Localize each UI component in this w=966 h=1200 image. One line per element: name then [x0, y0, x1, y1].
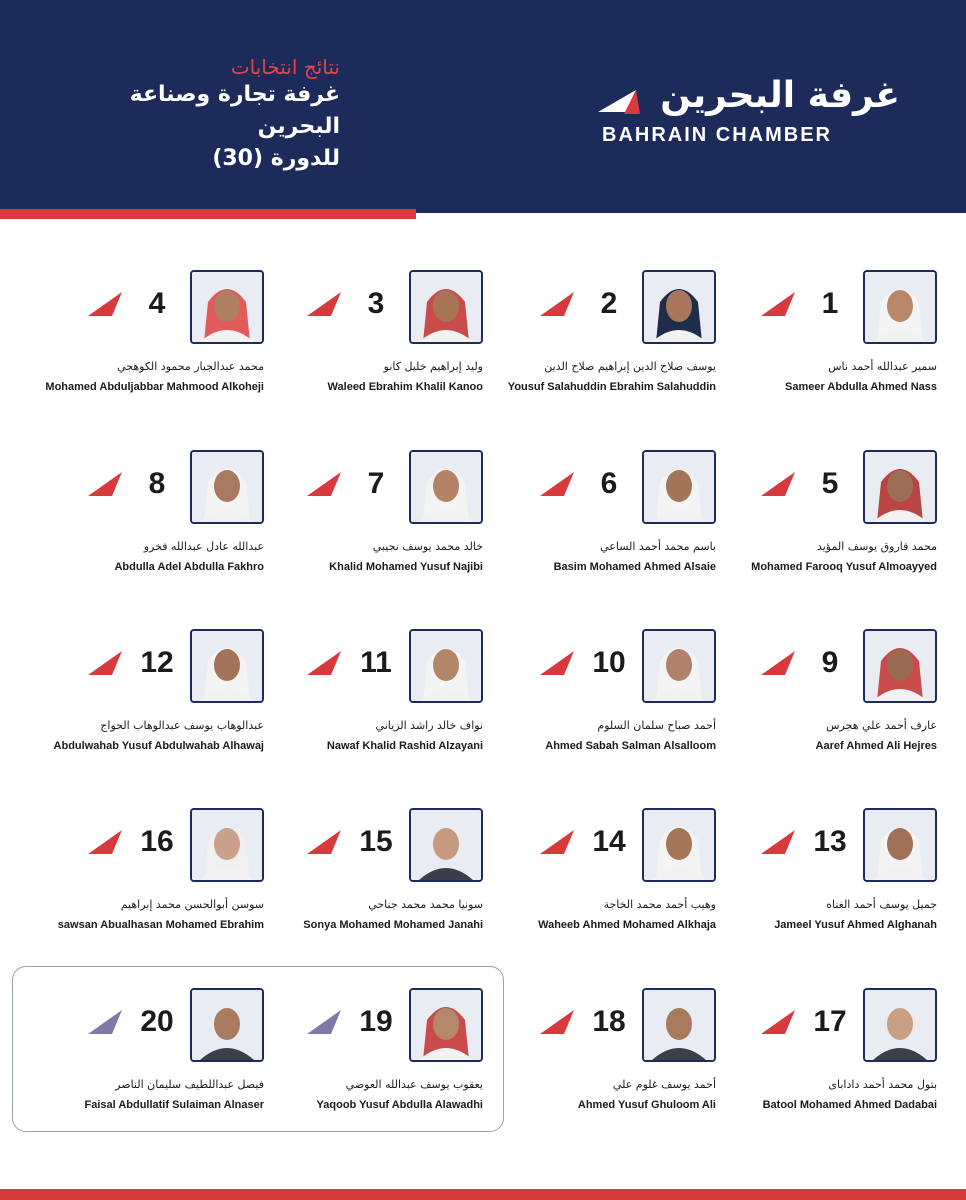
- member-name-arabic: بتول محمد أحمد دادابای: [828, 1078, 937, 1091]
- member-name-english: Waheeb Ahmed Mohamed Alkhaja: [538, 919, 716, 931]
- member-card: [253, 270, 483, 420]
- chamber-mark-icon: [307, 649, 343, 677]
- member-card: [486, 450, 716, 600]
- member-name-english: Sonya Mohamed Mohamed Janahi: [303, 919, 483, 931]
- member-name-arabic: باسم محمد أحمد الساعي: [600, 540, 716, 553]
- member-name-arabic: يوسف صلاح الدين إبراهيم صلاح الدين: [544, 360, 716, 373]
- chamber-mark-icon: [540, 828, 576, 856]
- member-photo: [863, 629, 937, 703]
- member-card: [486, 270, 716, 420]
- footer-accent-bar: [0, 1189, 966, 1200]
- member-name-arabic: سمير عبدالله أحمد ناس: [828, 360, 937, 373]
- member-number: 14: [592, 825, 626, 858]
- member-card: [34, 808, 264, 958]
- member-name-english: Ahmed Yusuf Ghuloom Ali: [577, 1099, 716, 1111]
- member-number: 20: [140, 1005, 174, 1038]
- chamber-title: غرفة تجارة وصناعة البحرين: [129, 82, 340, 139]
- chamber-mark-icon: [540, 649, 576, 677]
- member-number: 2: [600, 287, 618, 320]
- member-card: [486, 988, 716, 1138]
- member-photo: [409, 270, 483, 344]
- member-number: 17: [813, 1005, 847, 1038]
- member-card: [707, 270, 937, 420]
- member-card: [486, 629, 716, 779]
- member-card: [253, 988, 483, 1138]
- chamber-mark-icon: [540, 470, 576, 498]
- member-name-english: Batool Mohamed Ahmed Dadabai: [762, 1099, 937, 1111]
- logo-english-text: BAHRAIN CHAMBER: [602, 124, 832, 146]
- chamber-mark-icon: [761, 470, 797, 498]
- member-photo: [863, 450, 937, 524]
- member-card: [707, 988, 937, 1138]
- member-card: [486, 808, 716, 958]
- member-number: 19: [359, 1005, 393, 1038]
- member-number: 7: [367, 467, 385, 500]
- member-name-arabic: وهيب أحمد محمد الخاجة: [603, 898, 716, 911]
- member-card: [253, 808, 483, 958]
- chamber-mark-icon: [307, 1008, 343, 1036]
- member-photo: [642, 629, 716, 703]
- member-number: 13: [813, 825, 847, 858]
- member-name-english: Nawaf Khalid Rashid Alzayani: [326, 740, 483, 752]
- member-number: 15: [359, 825, 393, 858]
- member-card: [34, 450, 264, 600]
- member-number: 3: [367, 287, 385, 320]
- chamber-mark-icon: [88, 470, 124, 498]
- member-card: [707, 808, 937, 958]
- member-name-english: Abdulla Adel Abdulla Fakhro: [114, 561, 264, 573]
- member-card: [707, 629, 937, 779]
- member-number: 4: [148, 287, 166, 320]
- member-name-arabic: وليد إبراهيم خليل كانو: [383, 360, 483, 373]
- member-name-arabic: محمد فاروق يوسف المؤيد: [816, 540, 937, 553]
- member-number: 8: [148, 467, 166, 500]
- member-card: [34, 270, 264, 420]
- member-photo: [642, 988, 716, 1062]
- member-name-arabic: محمد عبدالجبار محمود الكوهجي: [117, 360, 264, 373]
- chamber-mark-icon: [88, 649, 124, 677]
- member-name-arabic: جميل يوسف أحمد الغناه: [826, 898, 937, 911]
- member-photo: [409, 988, 483, 1062]
- member-name-english: Yousuf Salahuddin Ebrahim Salahuddin: [507, 381, 716, 393]
- member-photo: [409, 450, 483, 524]
- member-name-arabic: أحمد صباح سلمان السلوم: [597, 719, 716, 732]
- member-name-arabic: يعقوب يوسف عبدالله العوضي: [345, 1078, 483, 1091]
- member-photo: [409, 808, 483, 882]
- member-number: 6: [600, 467, 618, 500]
- session-label: للدورة (30): [212, 146, 340, 171]
- member-name-english: Faisal Abdullatif Sulaiman Alnaser: [84, 1099, 264, 1111]
- member-number: 1: [821, 287, 839, 320]
- member-photo: [190, 808, 264, 882]
- member-name-arabic: خالد محمد يوسف نجيبي: [372, 540, 483, 553]
- member-name-arabic: أحمد يوسف غلوم علي: [612, 1078, 716, 1091]
- member-photo: [642, 450, 716, 524]
- member-photo: [642, 270, 716, 344]
- chamber-mark-icon: [307, 290, 343, 318]
- member-name-english: sawsan Abualhasan Mohamed Ebrahim: [57, 919, 264, 931]
- member-name-english: Mohamed Abduljabbar Mahmood Alkoheji: [45, 381, 264, 393]
- member-number: 12: [140, 646, 174, 679]
- chamber-mark-icon: [307, 470, 343, 498]
- chamber-mark-icon: [88, 1008, 124, 1036]
- member-photo: [190, 450, 264, 524]
- member-name-arabic: عبدالله عادل عبدالله فخرو: [143, 540, 264, 553]
- member-photo: [409, 629, 483, 703]
- member-photo: [190, 988, 264, 1062]
- member-name-english: Mohamed Farooq Yusuf Almoayyed: [751, 561, 937, 573]
- member-number: 11: [360, 646, 392, 679]
- member-name-arabic: عارف أحمد علي هجرس: [826, 719, 937, 732]
- chamber-mark-icon: [88, 290, 124, 318]
- member-name-arabic: نواف خالد راشد الزياني: [375, 719, 483, 732]
- chamber-mark-icon: [88, 828, 124, 856]
- member-name-english: Aaref Ahmed Ali Hejres: [815, 740, 937, 752]
- member-photo: [863, 988, 937, 1062]
- chamber-mark-icon: [540, 290, 576, 318]
- member-name-arabic: سونيا محمد محمد جناحي: [368, 898, 483, 911]
- member-name-arabic: عبدالوهاب يوسف عبدالوهاب الحواج: [100, 719, 264, 732]
- member-name-english: Ahmed Sabah Salman Alsalloom: [545, 740, 716, 752]
- member-number: 5: [821, 467, 839, 500]
- chamber-mark-icon: [307, 828, 343, 856]
- chamber-mark-icon: [761, 649, 797, 677]
- chamber-mark-icon: [761, 290, 797, 318]
- member-photo: [190, 270, 264, 344]
- member-number: 16: [140, 825, 174, 858]
- member-card: [34, 629, 264, 779]
- chamber-mark-icon: [761, 828, 797, 856]
- member-name-english: Sameer Abdulla Ahmed Nass: [784, 381, 937, 393]
- member-name-english: Jameel Yusuf Ahmed Alghanah: [774, 919, 937, 931]
- member-number: 9: [821, 646, 839, 679]
- member-name-english: Basim Mohamed Ahmed Alsaie: [553, 561, 716, 573]
- member-name-arabic: سوسن أبوالحسن محمد إبراهيم: [120, 898, 264, 911]
- chamber-mark-icon: [761, 1008, 797, 1036]
- member-name-english: Khalid Mohamed Yusuf Najibi: [329, 561, 483, 573]
- election-results-label: نتائج انتخابات: [230, 55, 340, 79]
- member-photo: [863, 808, 937, 882]
- member-photo: [863, 270, 937, 344]
- member-number: 18: [592, 1005, 626, 1038]
- member-name-english: Yaqoob Yusuf Abdulla Alawadhi: [316, 1099, 483, 1111]
- logo-arabic-text: غرفة البحرين: [660, 75, 900, 116]
- member-name-english: Waleed Ebrahim Khalil Kanoo: [327, 381, 483, 393]
- member-photo: [190, 629, 264, 703]
- member-photo: [642, 808, 716, 882]
- member-number: 10: [592, 646, 626, 679]
- chamber-mark-icon: [540, 1008, 576, 1036]
- member-card: [253, 629, 483, 779]
- member-card: [707, 450, 937, 600]
- member-name-english: Abdulwahab Yusuf Abdulwahab Alhawaj: [53, 740, 264, 752]
- member-name-arabic: فيصل عبداللطيف سليمان الناصر: [115, 1078, 264, 1091]
- member-card: [253, 450, 483, 600]
- member-card: [34, 988, 264, 1138]
